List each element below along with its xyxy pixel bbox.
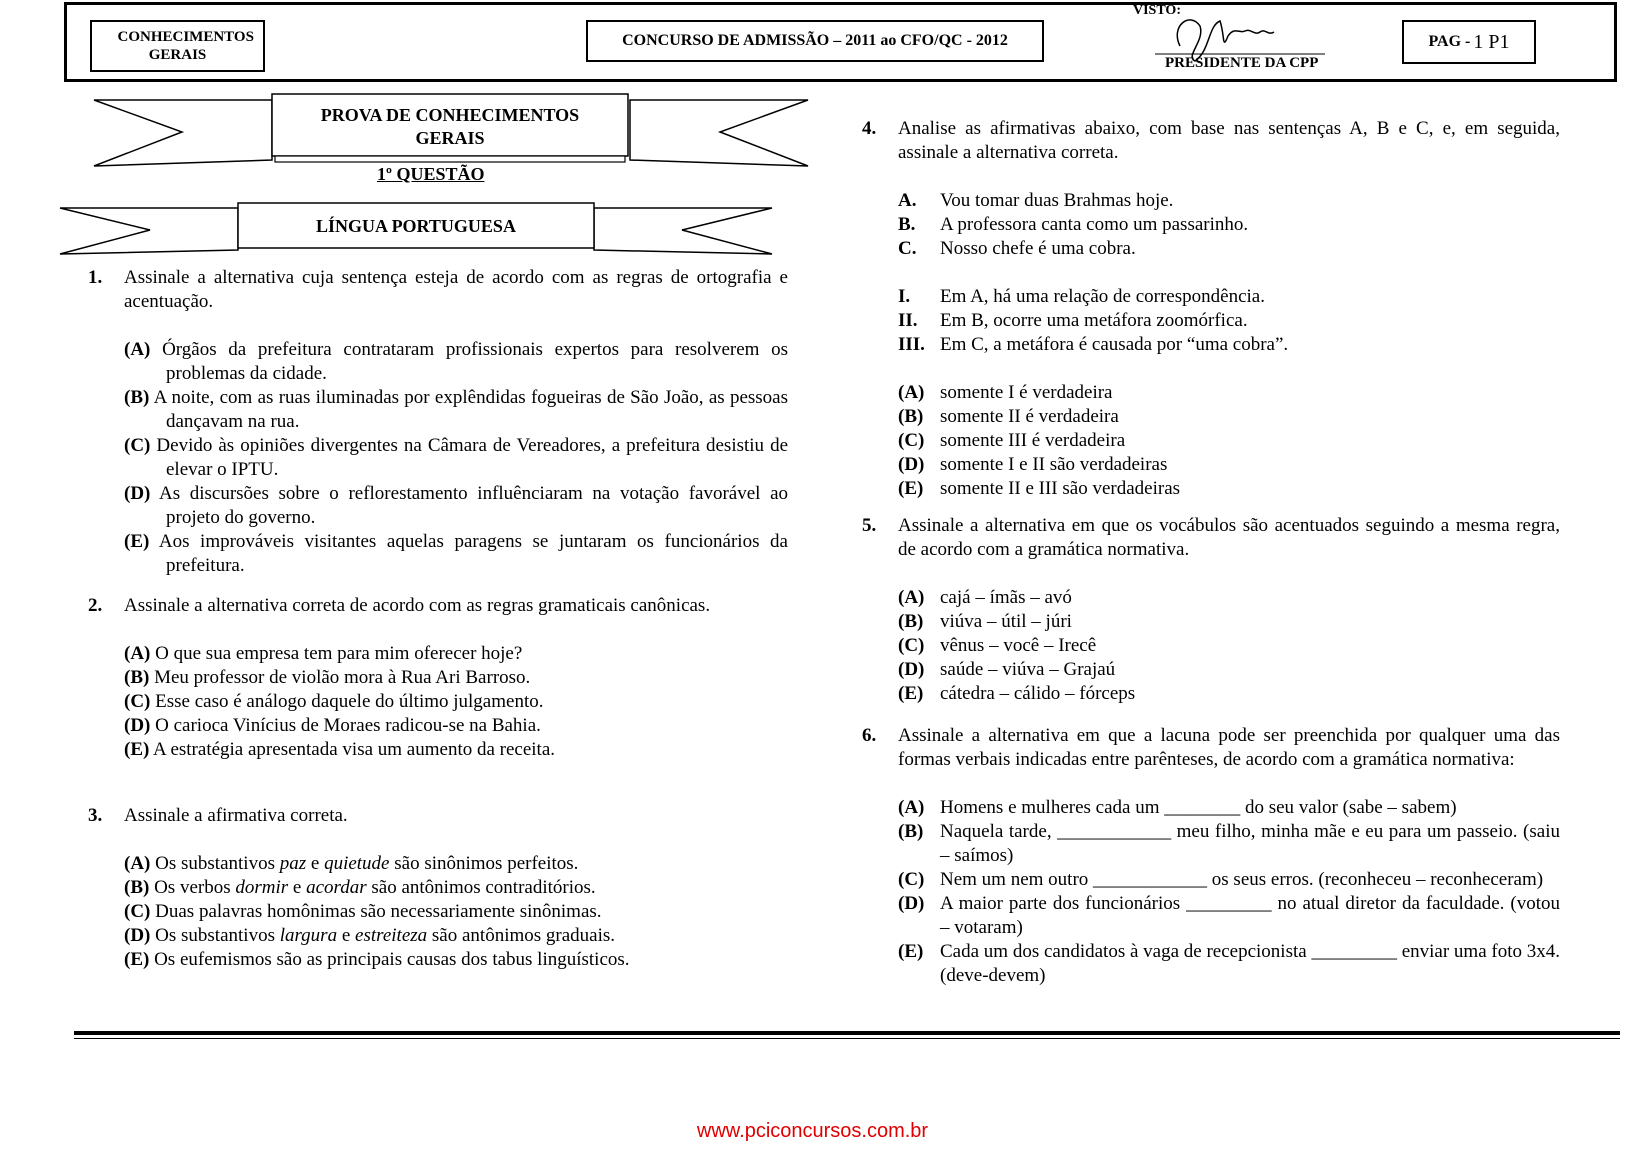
- option-text: A maior parte dos funcionários _________ no atual diretor da faculdade. (votou – votaram): [940, 893, 1560, 938]
- question-number: 4.: [862, 118, 877, 139]
- option-letter: (E): [898, 478, 924, 499]
- question-text: Assinale a afirmativa correta.: [124, 805, 348, 826]
- statement-key: III.: [898, 334, 925, 355]
- option-text: somente II é verdadeira: [940, 406, 1119, 427]
- questao-label: 1º QUESTÃO: [377, 164, 485, 184]
- option-text: As discursões sobre o reflorestamento influênciaram na votação favorável ao projeto do governo.: [158, 483, 789, 528]
- option-letter: (E): [898, 941, 924, 962]
- question-number: 3.: [88, 805, 103, 826]
- option: [898, 820, 1560, 868]
- option-letter: (B): [124, 877, 150, 898]
- option-text: Devido às opiniões divergentes na Câmara de Vereadores, a prefeitura desistiu de elevar o IPTU.: [156, 435, 789, 480]
- banner-title-line2: GERAIS: [415, 128, 485, 148]
- option: [124, 924, 788, 948]
- option: [898, 634, 1560, 658]
- option-text: Aos improváveis visitantes aquelas paragens se juntaram os funcionários da prefeitura.: [158, 531, 788, 576]
- option-letter: (B): [898, 821, 924, 842]
- option: [898, 796, 1560, 820]
- option: [898, 405, 1560, 429]
- option-text: são antônimos contraditórios.: [366, 877, 596, 898]
- option-letter: (C): [124, 691, 151, 712]
- option-letter: (A): [124, 853, 151, 874]
- option-term: paz: [279, 853, 307, 874]
- option-letter: (A): [898, 797, 925, 818]
- question-4: [862, 117, 1560, 501]
- section-box: [90, 20, 265, 72]
- statement: [898, 309, 1560, 333]
- option-text: e: [306, 853, 325, 874]
- option-text: Os substantivos: [155, 853, 280, 874]
- option-letter: (D): [898, 893, 925, 914]
- option: [898, 682, 1560, 706]
- option-letter: (E): [124, 949, 150, 970]
- statement-text: Em A, há uma relação de correspondência.: [940, 286, 1265, 307]
- question-5: [862, 514, 1560, 706]
- question-number: 1.: [88, 267, 103, 288]
- option-letter: (A): [898, 587, 925, 608]
- statement-text: Em B, ocorre uma metáfora zoomórfica.: [940, 310, 1248, 331]
- option-letter: (B): [898, 611, 924, 632]
- option-text: vênus – você – Irecê: [940, 635, 1097, 656]
- option: [124, 530, 788, 578]
- visto-label: VISTO:: [1133, 3, 1181, 18]
- option-letter: (D): [898, 454, 925, 475]
- option-term: quietude: [324, 853, 390, 874]
- option-text: são antônimos graduais.: [427, 925, 616, 946]
- option-letter: (C): [898, 635, 925, 656]
- exam-title-box: [586, 20, 1044, 62]
- sentence-key: B.: [898, 214, 916, 235]
- question-text: Assinale a alternativa correta de acordo com as regras gramaticais canônicas.: [124, 595, 711, 616]
- option-term: acordar: [306, 877, 367, 898]
- option-text: Os substantivos: [155, 925, 280, 946]
- sentence: [898, 213, 1560, 237]
- option-letter: (C): [898, 869, 925, 890]
- option-text: Meu professor de violão mora à Rua Ari Barroso.: [154, 667, 531, 688]
- option-letter: (E): [898, 683, 924, 704]
- option-letter: (D): [124, 715, 151, 736]
- option: [898, 477, 1560, 501]
- option: [124, 338, 788, 386]
- statement-text: Em C, a metáfora é causada por “uma cobra”.: [940, 334, 1289, 355]
- option: [124, 900, 788, 924]
- option-text: Nem um nem outro ____________ os seus erros. (reconheceu – reconheceram): [940, 869, 1544, 890]
- banner-title-line1: PROVA DE CONHECIMENTOS: [320, 105, 580, 125]
- option: [898, 892, 1560, 940]
- option-text: Os eufemismos são as principais causas dos tabus linguísticos.: [154, 949, 630, 970]
- statement: [898, 333, 1560, 357]
- option: [898, 940, 1560, 988]
- sentence-key: C.: [898, 238, 917, 259]
- option: [124, 386, 788, 434]
- option: [898, 381, 1560, 405]
- bottom-divider-thin: [74, 1038, 1620, 1039]
- option-letter: (D): [124, 925, 151, 946]
- option-text: cajá – ímãs – avó: [940, 587, 1072, 608]
- option-letter: (E): [124, 739, 150, 760]
- option-text: Os verbos: [154, 877, 236, 898]
- option: [124, 948, 788, 972]
- option-letter: (A): [124, 339, 151, 360]
- option-text: A noite, com as ruas iluminadas por explêndidas fogueiras de São João, as pessoas dançavam na rua.: [153, 387, 789, 432]
- option-text: e: [337, 925, 356, 946]
- option-text: somente I é verdadeira: [940, 382, 1113, 403]
- option-letter: (B): [124, 667, 150, 688]
- section-label: CONHECIMENTOS GERAIS: [117, 29, 254, 63]
- sentence-text: Nosso chefe é uma cobra.: [940, 238, 1136, 259]
- option-letter: (A): [898, 382, 925, 403]
- option-letter: (B): [898, 406, 924, 427]
- option: [124, 852, 788, 876]
- option-letter: (C): [898, 430, 925, 451]
- option: [898, 453, 1560, 477]
- option-text: O que sua empresa tem para mim oferecer hoje?: [155, 643, 523, 664]
- sentence-key: A.: [898, 190, 917, 211]
- question-number: 6.: [862, 725, 877, 746]
- question-number: 2.: [88, 595, 103, 616]
- footer-url: www.pciconcursos.com.br: [696, 1120, 929, 1142]
- sentence: [898, 237, 1560, 261]
- option: [124, 434, 788, 482]
- option-letter: (A): [124, 643, 151, 664]
- page-label: PAG -: [1428, 33, 1471, 50]
- option-text: são sinônimos perfeitos.: [389, 853, 579, 874]
- question-number: 5.: [862, 515, 877, 536]
- option: [898, 429, 1560, 453]
- option-text: viúva – útil – júri: [940, 611, 1072, 632]
- option: [898, 658, 1560, 682]
- option-text: Naquela tarde, ____________ meu filho, minha mãe e eu para um passeio. (saiu – saímos): [940, 821, 1560, 866]
- option-text: e: [288, 877, 307, 898]
- option-text: O carioca Vinícius de Moraes radicou-se na Bahia.: [155, 715, 541, 736]
- option-text: Homens e mulheres cada um ________ do seu valor (sabe – sabem): [940, 797, 1457, 818]
- exam-title: CONCURSO DE ADMISSÃO – 2011 ao CFO/QC - 2012: [622, 32, 1008, 49]
- page-box: [1402, 20, 1536, 64]
- option: [124, 714, 788, 738]
- option: [124, 666, 788, 690]
- option-term: largura: [279, 925, 338, 946]
- question-6: [862, 724, 1560, 988]
- question-text: Assinale a alternativa em que os vocábulos são acentuados seguindo a mesma regra, de acordo com a gramática normativa.: [898, 515, 1560, 560]
- option-term: estreiteza: [355, 925, 428, 946]
- option-term: dormir: [235, 877, 289, 898]
- option: [124, 690, 788, 714]
- question-text: Assinale a alternativa cuja sentença esteja de acordo com as regras de ortografia e acentuação.: [124, 267, 788, 312]
- option: [898, 586, 1560, 610]
- option: [124, 482, 788, 530]
- bottom-divider: [74, 1031, 1620, 1035]
- option-letter: (D): [124, 483, 151, 504]
- option-letter: (C): [124, 435, 151, 456]
- option-text: Esse caso é análogo daquele do último julgamento.: [155, 691, 544, 712]
- statement-key: II.: [898, 310, 918, 331]
- question-text: Analise as afirmativas abaixo, com base nas sentenças A, B e C, e, em seguida, assinale a alternativa correta.: [898, 118, 1560, 163]
- option-letter: (D): [898, 659, 925, 680]
- option-text: Cada um dos candidatos à vaga de recepcionista _________ enviar uma foto 3x4. (deve-devem): [940, 941, 1560, 986]
- option: [898, 868, 1560, 892]
- option-text: somente II e III são verdadeiras: [940, 478, 1181, 499]
- question-3: [88, 804, 788, 972]
- option: [124, 876, 788, 900]
- option-letter: (C): [124, 901, 151, 922]
- page-number: 1 P1: [1473, 30, 1510, 53]
- option-text: somente I e II são verdadeiras: [940, 454, 1168, 475]
- statement: [898, 285, 1560, 309]
- question-1: [88, 266, 788, 578]
- option-text: saúde – viúva – Grajaú: [940, 659, 1116, 680]
- option-text: cátedra – cálido – fórceps: [940, 683, 1136, 704]
- option-text: Órgãos da prefeitura contrataram profissionais expertos para resolverem os problemas da cidade.: [162, 339, 789, 384]
- option-text: somente III é verdadeira: [940, 430, 1126, 451]
- option-text: A estratégia apresentada visa um aumento da receita.: [153, 739, 556, 760]
- option-letter: (B): [124, 387, 150, 408]
- option: [898, 610, 1560, 634]
- question-text: Assinale a alternativa em que a lacuna pode ser preenchida por qualquer uma das formas verbais indicadas entre parênteses, de acordo com a gramática normativa:: [898, 725, 1560, 770]
- subject-title: LÍNGUA PORTUGUESA: [316, 216, 516, 236]
- option-letter: (E): [124, 531, 150, 552]
- statement-key: I.: [898, 286, 911, 307]
- option: [124, 642, 788, 666]
- sentence: [898, 189, 1560, 213]
- option: [124, 738, 788, 762]
- option-text: Duas palavras homônimas são necessariamente sinônimas.: [155, 901, 602, 922]
- signatory-label: PRESIDENTE DA CPP: [1165, 55, 1319, 71]
- sentence-text: A professora canta como um passarinho.: [940, 214, 1249, 235]
- banner-title: [272, 104, 628, 150]
- sentence-text: Vou tomar duas Brahmas hoje.: [940, 190, 1174, 211]
- question-2: [88, 594, 788, 762]
